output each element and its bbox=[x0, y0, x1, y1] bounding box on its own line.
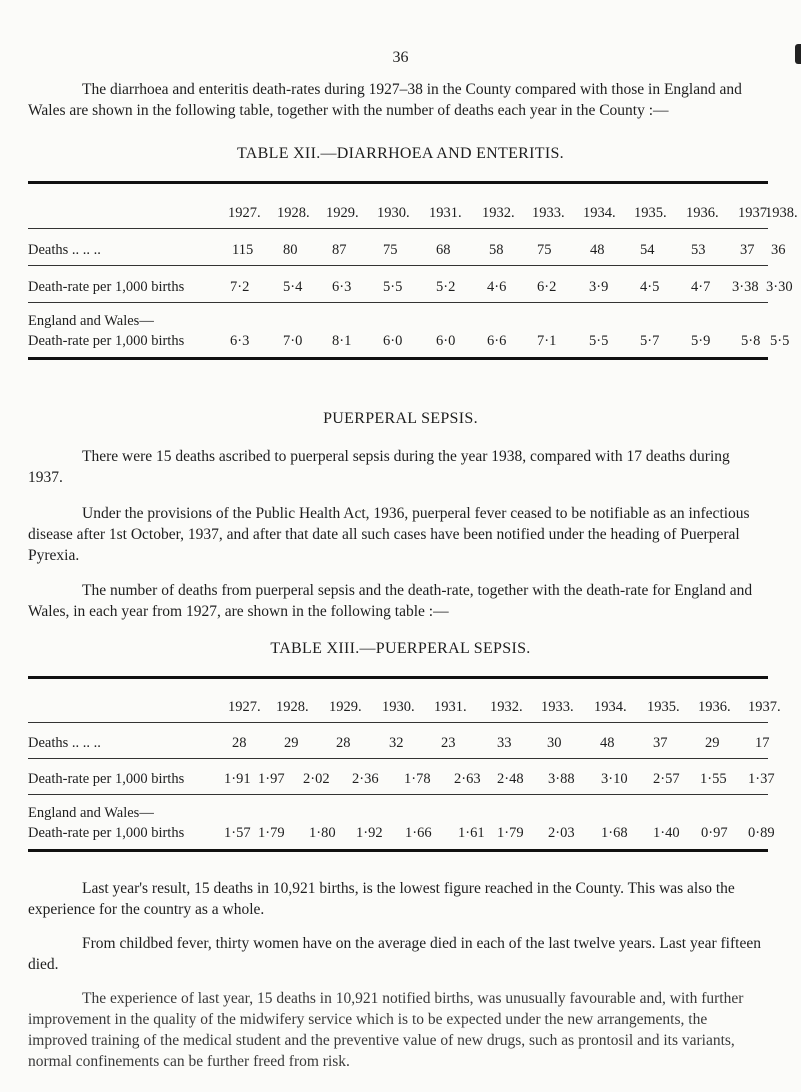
table12-year: 1932. bbox=[482, 205, 515, 221]
table-cell: 53 bbox=[691, 242, 706, 258]
table-cell: 28 bbox=[232, 735, 247, 751]
table-cell: 29 bbox=[705, 735, 720, 751]
table12-header-rule bbox=[28, 228, 768, 229]
paragraph-5: From childbed fever, thirty women have on the average died in each of the last twelve years. Last year fifteen died. bbox=[28, 935, 761, 973]
table-cell: 2·02 bbox=[303, 771, 330, 787]
row-label: Death-rate per 1,000 births bbox=[28, 825, 185, 841]
table12-year: 1935. bbox=[634, 205, 667, 221]
table-cell: 1·40 bbox=[653, 825, 680, 841]
table-cell: 48 bbox=[600, 735, 615, 751]
table-cell: 6·0 bbox=[383, 333, 403, 349]
table-cell: 1·66 bbox=[405, 825, 432, 841]
table-cell: 6·0 bbox=[436, 333, 456, 349]
table-cell: 7·0 bbox=[283, 333, 303, 349]
table-cell: 1·57 bbox=[224, 825, 251, 841]
table-cell: 75 bbox=[537, 242, 552, 258]
table-cell: 80 bbox=[283, 242, 298, 258]
table-cell: 5·8 bbox=[741, 333, 761, 349]
table12-year: 1934. bbox=[583, 205, 616, 221]
row-label: Deaths .. .. .. bbox=[28, 735, 101, 751]
page-number: 36 bbox=[392, 49, 409, 66]
table12-top-rule bbox=[28, 181, 768, 184]
table13-title: TABLE XIII.—PUERPERAL SEPSIS. bbox=[270, 640, 531, 657]
table-cell: 6·3 bbox=[332, 279, 352, 295]
table-cell: 33 bbox=[497, 735, 512, 751]
table-cell: 1·97 bbox=[258, 771, 285, 787]
table12-row-rule bbox=[28, 302, 768, 303]
table-cell: 2·36 bbox=[352, 771, 379, 787]
table-cell: 37 bbox=[653, 735, 668, 751]
table13-year: 1929. bbox=[329, 699, 362, 715]
section-heading-puerperal: PUERPERAL SEPSIS. bbox=[323, 410, 478, 427]
table-cell: 5·5 bbox=[770, 333, 790, 349]
table-cell: 1·80 bbox=[309, 825, 336, 841]
paragraph-2: Under the provisions of the Public Health Act, 1936, puerperal fever ceased to be notifiable as an infectious disease after 1st October, 1937, and after that date all such cases have been notified under the heading of Puerperal Pyrexia. bbox=[28, 505, 750, 564]
table-cell: 2·48 bbox=[497, 771, 524, 787]
table-cell: 28 bbox=[336, 735, 351, 751]
paragraph-4: Last year's result, 15 deaths in 10,921 births, is the lowest figure reached in the County. This was also the experience for the country as a whole. bbox=[28, 880, 735, 918]
table12-year: 1937. bbox=[738, 205, 771, 221]
table-cell: 1·61 bbox=[458, 825, 485, 841]
table-cell: 6·3 bbox=[230, 333, 250, 349]
table-cell: 2·63 bbox=[454, 771, 481, 787]
table-cell: 3·30 bbox=[766, 279, 793, 295]
table12-year: 1930. bbox=[377, 205, 410, 221]
table13-bottom-rule bbox=[28, 849, 768, 852]
table-cell: 4·5 bbox=[640, 279, 660, 295]
table12-year: 1936. bbox=[686, 205, 719, 221]
table-cell: 7·1 bbox=[537, 333, 557, 349]
table12-row-rule bbox=[28, 265, 768, 266]
row-label: Death-rate per 1,000 births bbox=[28, 279, 185, 295]
table-cell: 36 bbox=[771, 242, 786, 258]
table12-year: 1931. bbox=[429, 205, 462, 221]
table-cell: 0·97 bbox=[701, 825, 728, 841]
row-label: England and Wales— bbox=[28, 805, 154, 821]
table-cell: 1·78 bbox=[404, 771, 431, 787]
table-cell: 58 bbox=[489, 242, 504, 258]
table-cell: 37 bbox=[740, 242, 755, 258]
paragraph-3: The number of deaths from puerperal sepsis and the death-rate, together with the death-rate for England and Wales, in each year from 1927, are shown in the following table :— bbox=[28, 582, 753, 620]
table-cell: 5·7 bbox=[640, 333, 660, 349]
table13-year: 1931. bbox=[434, 699, 467, 715]
table13-year: 1935. bbox=[647, 699, 680, 715]
table-cell: 1·37 bbox=[748, 771, 775, 787]
table12-year: 1928. bbox=[277, 205, 310, 221]
table12-year: 1933. bbox=[532, 205, 565, 221]
table-cell: 54 bbox=[640, 242, 655, 258]
table-cell: 29 bbox=[284, 735, 299, 751]
table12-title: TABLE XII.—DIARRHOEA AND ENTERITIS. bbox=[237, 145, 564, 162]
table-cell: 17 bbox=[755, 735, 770, 751]
table-cell: 1·92 bbox=[356, 825, 383, 841]
table-cell: 1·79 bbox=[497, 825, 524, 841]
table-cell: 68 bbox=[436, 242, 451, 258]
table-cell: 5·5 bbox=[589, 333, 609, 349]
table-cell: 5·2 bbox=[436, 279, 456, 295]
row-label: Death-rate per 1,000 births bbox=[28, 333, 185, 349]
table13-year: 1937. bbox=[748, 699, 781, 715]
table12-bottom-rule bbox=[28, 357, 768, 360]
table13-year: 1927. bbox=[228, 699, 261, 715]
table13-header-rule bbox=[28, 722, 768, 723]
table-cell: 3·10 bbox=[601, 771, 628, 787]
table-cell: 7·2 bbox=[230, 279, 250, 295]
paragraph-6: The experience of last year, 15 deaths in 10,921 notified births, was unusually favourable and, with further improvement in the quality of the midwifery service which is to be expected under the new arrangements, the improved training of the medical student and the preventive value of new drugs, such as prontosil and its variants, normal confinements can be further freed from risk. bbox=[28, 990, 744, 1070]
table-cell: 1·55 bbox=[700, 771, 727, 787]
table12-year: 1927. bbox=[228, 205, 261, 221]
table-cell: 4·6 bbox=[487, 279, 507, 295]
table-cell: 3·88 bbox=[548, 771, 575, 787]
table-cell: 0·89 bbox=[748, 825, 775, 841]
table-cell: 2·03 bbox=[548, 825, 575, 841]
table-cell: 32 bbox=[389, 735, 404, 751]
intro-paragraph: The diarrhoea and enteritis death-rates during 1927–38 in the County compared with those in England and Wales are shown in the following table, together with the number of deaths each year in the County :— bbox=[28, 81, 742, 119]
paragraph-1: There were 15 deaths ascribed to puerperal sepsis during the year 1938, compared with 17 deaths during 1937. bbox=[28, 448, 730, 486]
table-cell: 30 bbox=[547, 735, 562, 751]
table-cell: 1·91 bbox=[224, 771, 251, 787]
table-cell: 1·68 bbox=[601, 825, 628, 841]
table-cell: 5·9 bbox=[691, 333, 711, 349]
table-cell: 8·1 bbox=[332, 333, 352, 349]
table13-row-rule bbox=[28, 794, 768, 795]
table13-row-rule bbox=[28, 758, 768, 759]
table-cell: 4·7 bbox=[691, 279, 711, 295]
table13-year: 1928. bbox=[276, 699, 309, 715]
table-cell: 3·38 bbox=[732, 279, 759, 295]
table-cell: 1·79 bbox=[258, 825, 285, 841]
table-cell: 115 bbox=[232, 242, 254, 258]
table-cell: 75 bbox=[383, 242, 398, 258]
table13-year: 1936. bbox=[698, 699, 731, 715]
table-cell: 5·4 bbox=[283, 279, 303, 295]
table12-year: 1938. bbox=[765, 205, 798, 221]
table-cell: 6·6 bbox=[487, 333, 507, 349]
table-cell: 23 bbox=[441, 735, 456, 751]
row-label: Deaths .. .. .. bbox=[28, 242, 101, 258]
table-cell: 2·57 bbox=[653, 771, 680, 787]
table13-top-rule bbox=[28, 676, 768, 679]
table13-year: 1934. bbox=[594, 699, 627, 715]
table12-year: 1929. bbox=[326, 205, 359, 221]
table13-year: 1932. bbox=[490, 699, 523, 715]
table-cell: 3·9 bbox=[589, 279, 609, 295]
table-cell: 87 bbox=[332, 242, 347, 258]
table-cell: 6·2 bbox=[537, 279, 557, 295]
row-label: England and Wales— bbox=[28, 313, 154, 329]
row-label: Death-rate per 1,000 births bbox=[28, 771, 185, 787]
table-cell: 48 bbox=[590, 242, 605, 258]
table13-year: 1930. bbox=[382, 699, 415, 715]
table-cell: 5·5 bbox=[383, 279, 403, 295]
table13-year: 1933. bbox=[541, 699, 574, 715]
